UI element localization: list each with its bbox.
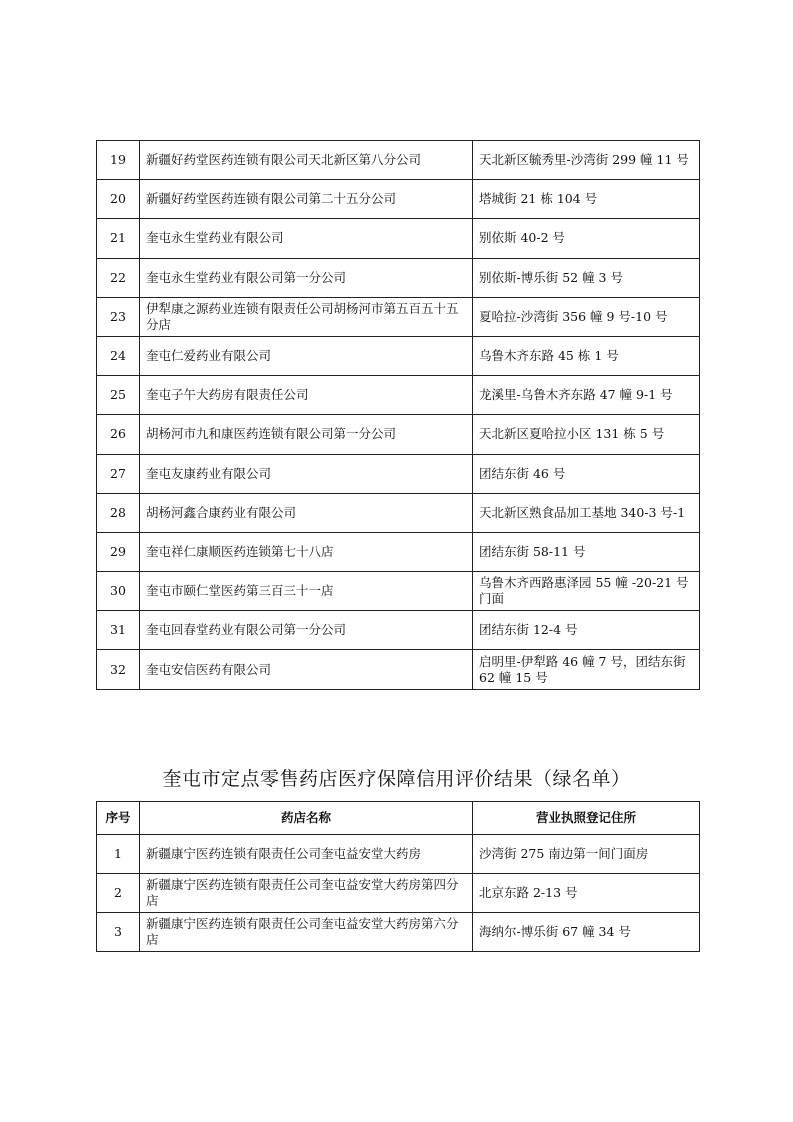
row-number: 28 xyxy=(97,493,140,532)
pharmacy-name: 新疆康宁医药连锁有限责任公司奎屯益安堂大药房 xyxy=(140,835,473,874)
table-row xyxy=(97,415,700,454)
registered-address: 塔城街 21 栋 104 号 xyxy=(473,180,700,219)
table-row xyxy=(97,454,700,493)
registered-address: 乌鲁木齐西路惠泽园 55 幢 -20-21 号门面 xyxy=(473,572,700,611)
row-number: 19 xyxy=(97,141,140,180)
pharmacy-name: 奎屯市颐仁堂医药第三百三十一店 xyxy=(140,572,473,611)
row-number: 23 xyxy=(97,297,140,336)
table-row xyxy=(97,835,700,874)
registered-address: 别依斯-博乐街 52 幢 3 号 xyxy=(473,258,700,297)
table2-body xyxy=(97,835,700,952)
pharmacy-name: 奎屯永生堂药业有限公司 xyxy=(140,219,473,258)
table-row xyxy=(97,532,700,571)
registered-address: 天北新区夏哈拉小区 131 栋 5 号 xyxy=(473,415,700,454)
header-number: 序号 xyxy=(97,802,140,835)
registered-address: 天北新区毓秀里-沙湾街 299 幢 11 号 xyxy=(473,141,700,180)
table-row xyxy=(97,650,700,689)
table-row xyxy=(97,141,700,180)
row-number: 1 xyxy=(97,835,140,874)
registered-address: 团结东街 12-4 号 xyxy=(473,611,700,650)
pharmacy-list-table-continued xyxy=(96,140,700,690)
pharmacy-name: 奎屯友康药业有限公司 xyxy=(140,454,473,493)
registered-address: 团结东街 46 号 xyxy=(473,454,700,493)
registered-address: 海纳尔-博乐街 67 幢 34 号 xyxy=(473,913,700,952)
pharmacy-name: 奎屯回春堂药业有限公司第一分公司 xyxy=(140,611,473,650)
row-number: 20 xyxy=(97,180,140,219)
row-number: 26 xyxy=(97,415,140,454)
table-row xyxy=(97,180,700,219)
table-row xyxy=(97,611,700,650)
row-number: 3 xyxy=(97,913,140,952)
row-number: 32 xyxy=(97,650,140,689)
registered-address: 天北新区熟食品加工基地 340-3 号-1 xyxy=(473,493,700,532)
registered-address: 乌鲁木齐东路 45 栋 1 号 xyxy=(473,336,700,375)
pharmacy-name: 新疆好药堂医药连锁有限公司天北新区第八分公司 xyxy=(140,141,473,180)
table-row xyxy=(97,376,700,415)
header-pharmacy-name: 药店名称 xyxy=(140,802,473,835)
row-number: 30 xyxy=(97,572,140,611)
row-number: 21 xyxy=(97,219,140,258)
green-list-title: 奎屯市定点零售药店医疗保障信用评价结果（绿名单） xyxy=(162,768,631,790)
table-row xyxy=(97,336,700,375)
row-number: 31 xyxy=(97,611,140,650)
row-number: 27 xyxy=(97,454,140,493)
row-number: 22 xyxy=(97,258,140,297)
pharmacy-name: 奎屯仁爱药业有限公司 xyxy=(140,336,473,375)
table-row xyxy=(97,258,700,297)
table-row xyxy=(97,493,700,532)
table-header xyxy=(97,802,700,835)
pharmacy-name: 奎屯祥仁康顺医药连锁第七十八店 xyxy=(140,532,473,571)
pharmacy-name: 新疆好药堂医药连锁有限公司第二十五分公司 xyxy=(140,180,473,219)
header-registered-address: 营业执照登记住所 xyxy=(473,802,700,835)
pharmacy-name: 胡杨河市九和康医药连锁有限公司第一分公司 xyxy=(140,415,473,454)
row-number: 2 xyxy=(97,874,140,913)
table-row xyxy=(97,572,700,611)
pharmacy-name: 奎屯子午大药房有限责任公司 xyxy=(140,376,473,415)
pharmacy-name: 胡杨河鑫合康药业有限公司 xyxy=(140,493,473,532)
pharmacy-name: 奎屯安信医药有限公司 xyxy=(140,650,473,689)
registered-address: 团结东街 58-11 号 xyxy=(473,532,700,571)
table-row xyxy=(97,219,700,258)
row-number: 29 xyxy=(97,532,140,571)
registered-address: 北京东路 2-13 号 xyxy=(473,874,700,913)
table-row xyxy=(97,297,700,336)
registered-address: 启明里-伊犁路 46 幢 7 号，团结东街 62 幢 15 号 xyxy=(473,650,700,689)
row-number: 24 xyxy=(97,336,140,375)
pharmacy-name: 奎屯永生堂药业有限公司第一分公司 xyxy=(140,258,473,297)
registered-address: 别依斯 40-2 号 xyxy=(473,219,700,258)
pharmacy-name: 新疆康宁医药连锁有限责任公司奎屯益安堂大药房第四分店 xyxy=(140,874,473,913)
green-list-table xyxy=(96,801,700,952)
row-number: 25 xyxy=(97,376,140,415)
registered-address: 沙湾街 275 南边第一间门面房 xyxy=(473,835,700,874)
pharmacy-name: 伊犁康之源药业连锁有限责任公司胡杨河市第五百五十五分店 xyxy=(140,297,473,336)
table-row xyxy=(97,874,700,913)
registered-address: 龙溪里-乌鲁木齐东路 47 幢 9-1 号 xyxy=(473,376,700,415)
header-row xyxy=(97,802,700,835)
pharmacy-name: 新疆康宁医药连锁有限责任公司奎屯益安堂大药房第六分店 xyxy=(140,913,473,952)
table-row xyxy=(97,913,700,952)
table1-body xyxy=(97,141,700,690)
registered-address: 夏哈拉-沙湾街 356 幢 9 号-10 号 xyxy=(473,297,700,336)
